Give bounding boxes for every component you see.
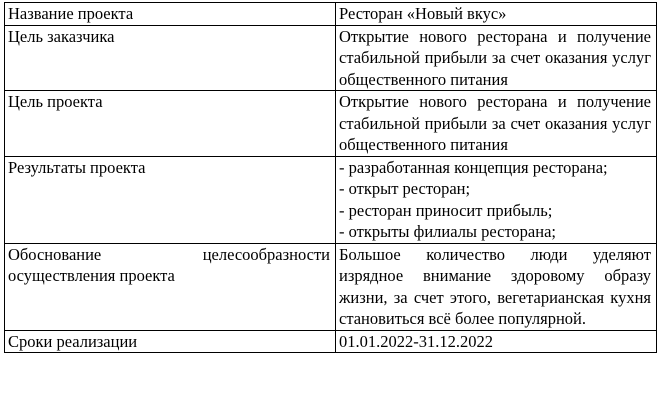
table-row [5,91,657,157]
row-value-project-name: Ресторан «Новый вкус» [336,3,657,26]
row-label-project-name: Название проекта [5,3,336,26]
row-value-project-goal: Открытие нового ресторана и получение стабильной прибыли за счет оказания услуг общественного питания [336,91,657,157]
row-label-customer-goal: Цель заказчика [5,25,336,91]
table-row [5,330,657,353]
table-row [5,25,657,91]
row-value-timeline: 01.01.2022-31.12.2022 [336,330,657,353]
row-label-timeline: Сроки реализации [5,330,336,353]
row-label-project-results: Результаты проекта [5,156,336,243]
table-row [5,243,657,330]
list-item: - разработанная концепция ресторана; [339,157,608,177]
row-value-project-results [336,156,657,243]
row-label-project-goal: Цель проекта [5,91,336,157]
row-value-customer-goal: Открытие нового ресторана и получение стабильной прибыли за счет оказания услуг общественного питания [336,25,657,91]
row-label-justification: Обоснование целесообразности осуществления проекта [5,243,336,330]
list-item: - открыт ресторан; [339,179,471,198]
table-row [5,156,657,243]
list-item: - открыты филиалы ресторана; [339,222,556,241]
table-row [5,3,657,26]
row-value-justification: Большое количество люди уделяют изрядное внимание здоровому образу жизни, за счет этого, вегетарианская кухня становиться всё более популярной. [336,243,657,330]
project-charter-table [4,2,657,353]
list-item: - ресторан приносит прибыль; [339,200,553,220]
